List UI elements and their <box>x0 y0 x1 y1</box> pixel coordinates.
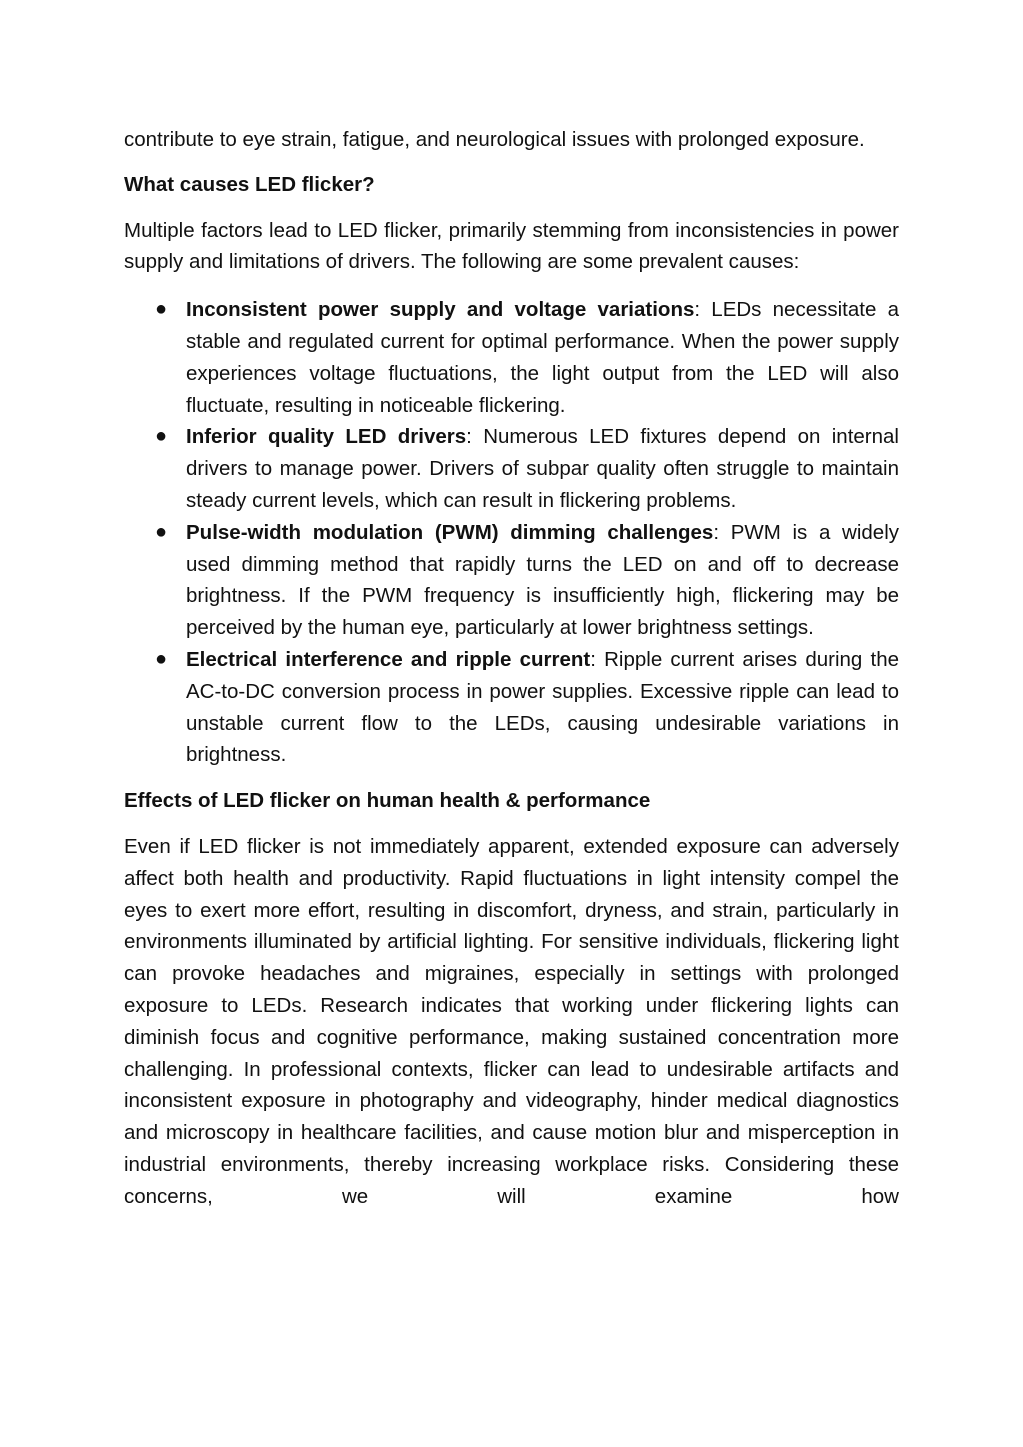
bullet-icon: ● <box>155 520 168 543</box>
bullet-icon: ● <box>155 647 168 670</box>
document-page <box>124 124 899 1213</box>
list-item <box>155 517 899 644</box>
list-item-title: Inferior quality LED drivers <box>186 425 467 449</box>
bullet-icon: ● <box>155 425 168 448</box>
effects-paragraph: Even if LED flicker is not immediately apparent, extended exposure can adversely affect both health and productivity. Rapid fluctuations in light intensity compel the eyes to exert more effort, resulting in discomfort, dryness, and strain, particularly in environments illuminated by artificial lighting. For sensitive individuals, flickering light can provoke headaches and migraines, especially in settings with prolonged exposure to LEDs. Research indicates that working under flickering lights can diminish focus and cognitive performance, making sustained concentration more challenging. In professional contexts, flicker can lead to undesirable artifacts and inconsistent exposure in photography and videography, hinder medical diagnostics and microscopy in healthcare facilities, and cause motion blur and misperception in industrial environments, thereby increasing workplace risks. Considering these concerns, we will examine how <box>124 834 899 1208</box>
list-item-title: Pulse-width modulation (PWM) dimming challenges <box>186 520 714 544</box>
list-item-text: : PWM is a widely used dimming method that rapidly turns the LED on and off to decrease brightness. If the PWM frequency is insufficiently high, flickering may be perceived by the human eye, particularly at lower brightness settings. <box>186 520 899 640</box>
list-item <box>155 294 899 421</box>
list-item-title: Inconsistent power supply and voltage variations <box>186 298 695 322</box>
list-item-title: Electrical interference and ripple current <box>186 647 591 671</box>
intro-paragraph: contribute to eye strain, fatigue, and neurological issues with prolonged exposure. <box>124 128 865 151</box>
section-heading-effects: Effects of LED flicker on human health & performance <box>124 789 651 813</box>
list-item-text: : LEDs necessitate a stable and regulated current for optimal performance. When the power supply experiences voltage fluctuations, the light output from the LED will also fluctuate, resulting in noticeable flickering. <box>186 298 899 417</box>
bullet-icon: ● <box>155 298 168 321</box>
causes-paragraph: Multiple factors lead to LED flicker, primarily stemming from inconsistencies in power supply and limitations of drivers. The following are some prevalent causes: <box>124 218 899 274</box>
list-item-text: : Numerous LED fixtures depend on internal drivers to manage power. Drivers of subpar quality often struggle to maintain steady current levels, which can result in flickering problems. <box>186 425 899 512</box>
causes-list <box>124 294 899 771</box>
list-item <box>155 644 899 771</box>
section-heading-causes: What causes LED flicker? <box>124 172 375 196</box>
list-item-text: : Ripple current arises during the AC-to-DC conversion process in power supplies. Excessive ripple can lead to unstable current flow to the LEDs, causing undesirable variations in brightness. <box>186 647 899 767</box>
list-item <box>155 421 899 516</box>
